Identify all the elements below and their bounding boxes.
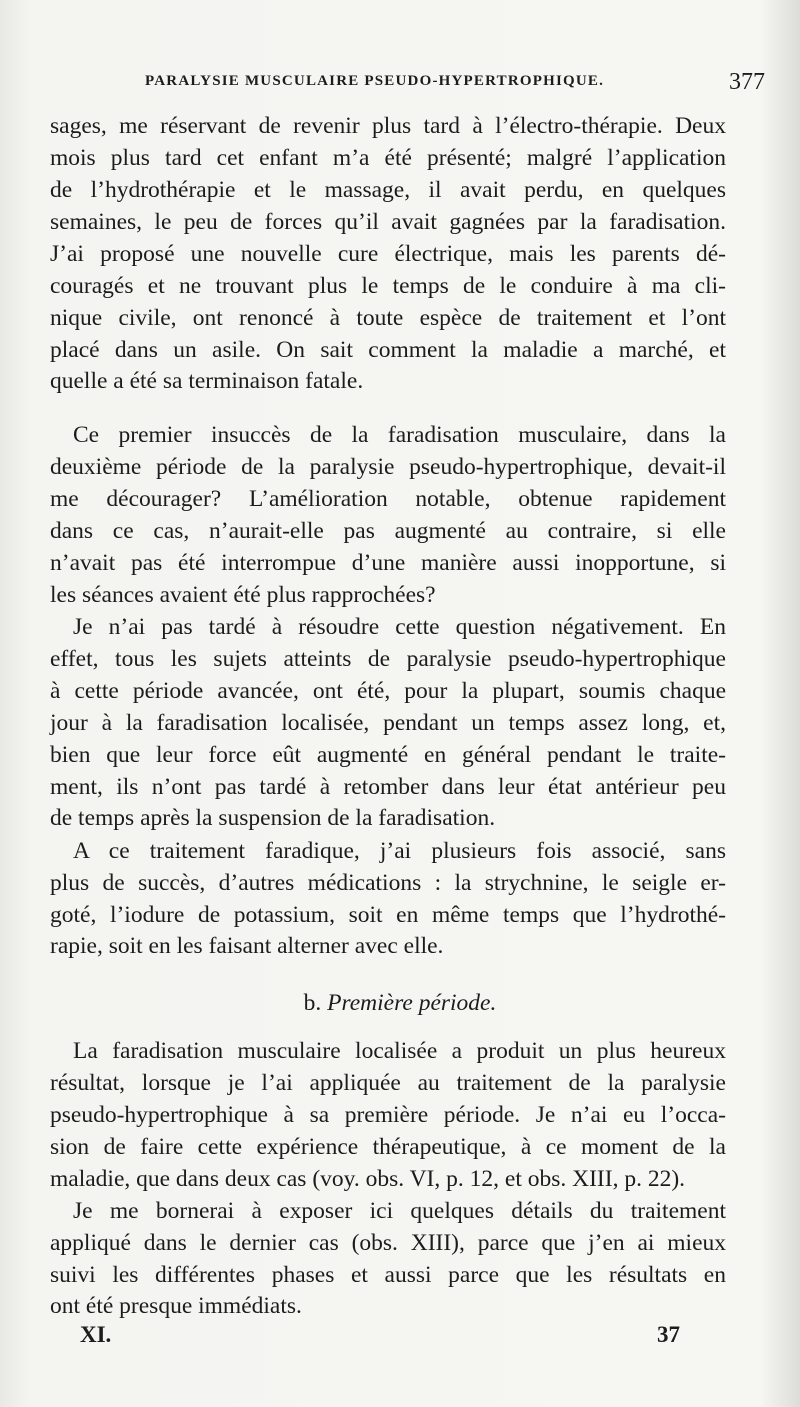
running-title: PARALYSIE MUSCULAIRE PSEUDO-HYPERTROPHIQUE. bbox=[145, 73, 605, 89]
text-line: deuxième période de la paralysie pseudo-hypertrophique, devait-il bbox=[50, 454, 726, 480]
text-line: nique civile, ont renoncé à toute espèce de traitement et l’ont bbox=[50, 305, 726, 331]
text-line: semaines, le peu de forces qu’il avait gagnées par la faradisation. bbox=[50, 209, 726, 235]
text-line: de l’hydrothérapie et le massage, il avait perdu, en quelques bbox=[50, 177, 726, 203]
text-line: plus de succès, d’autres médications : la strychnine, le seigle er- bbox=[50, 870, 726, 896]
signature-mark: XI. bbox=[80, 1322, 112, 1347]
text-line: appliqué dans le dernier cas (obs. XIII), parce que j’en ai mieux bbox=[50, 1230, 726, 1256]
text-line: jour à la faradisation localisée, pendant un temps assez long, et, bbox=[50, 710, 726, 736]
text-line: maladie, que dans deux cas (voy. obs. VI, p. 12, et obs. XIII, p. 22). bbox=[50, 1166, 686, 1192]
text-line: n’avait pas été interrompue d’une manière aussi inopportune, si bbox=[50, 550, 726, 576]
text-line: de temps après la suspension de la faradisation. bbox=[50, 805, 496, 831]
text-line: Je n’ai pas tardé à résoudre cette question négativement. En bbox=[73, 614, 726, 640]
sheet-number: 37 bbox=[657, 1322, 680, 1347]
text-line: quelle a été sa terminaison fatale. bbox=[50, 368, 364, 394]
text-line: me décourager? L’amélioration notable, obtenue rapidement bbox=[50, 486, 726, 512]
text-line: La faradisation musculaire localisée a produit un plus heureux bbox=[73, 1038, 726, 1064]
section-heading bbox=[0, 988, 800, 1018]
text-line: J’ai proposé une nouvelle cure électrique, mais les parents dé- bbox=[50, 241, 726, 267]
text-line: ont été presque immédiats. bbox=[50, 1293, 302, 1319]
text-line: résultat, lorsque je l’ai appliquée au traitement de la paralysie bbox=[50, 1070, 726, 1096]
text-line: pseudo-hypertrophique à sa première période. Je n’ai eu l’occa- bbox=[50, 1102, 726, 1128]
text-line: A ce traitement faradique, j’ai plusieurs fois associé, sans bbox=[73, 838, 726, 864]
text-line: suivi les différentes phases et aussi parce que les résultats en bbox=[50, 1262, 726, 1288]
text-line: à cette période avancée, ont été, pour la plupart, soumis chaque bbox=[50, 678, 726, 704]
text-line: sages, me réservant de revenir plus tard à l’électro-thérapie. Deux bbox=[50, 113, 726, 139]
running-header bbox=[145, 69, 765, 97]
text-line: goté, l’iodure de potassium, soit en même temps que l’hydrothé- bbox=[50, 902, 726, 928]
text-line: dans ce cas, n’aurait-elle pas augmenté au contraire, si elle bbox=[50, 518, 726, 544]
text-line: sion de faire cette expérience thérapeutique, à ce moment de la bbox=[50, 1134, 726, 1160]
text-line: rapie, soit en les faisant alterner avec elle. bbox=[50, 933, 444, 959]
section-letter: b. bbox=[303, 990, 322, 1016]
text-line: bien que leur force eût augmenté en général pendant le traite- bbox=[50, 742, 726, 768]
text-line: Ce premier insuccès de la faradisation musculaire, dans la bbox=[73, 422, 726, 448]
page-number: 377 bbox=[729, 69, 765, 95]
page-footer bbox=[80, 1322, 680, 1352]
text-line: placé dans un asile. On sait comment la maladie a marché, et bbox=[50, 337, 726, 363]
section-title: Première période. bbox=[327, 990, 497, 1016]
text-line: mois plus tard cet enfant m’a été présenté; malgré l’application bbox=[50, 145, 726, 171]
text-line: ment, ils n’ont pas tardé à retomber dans leur état antérieur peu bbox=[50, 774, 726, 800]
text-line: Je me bornerai à exposer ici quelques détails du traitement bbox=[73, 1198, 726, 1224]
text-line: les séances avaient été plus rapprochées? bbox=[50, 582, 436, 608]
text-line: effet, tous les sujets atteints de paralysie pseudo-hypertrophique bbox=[50, 646, 726, 672]
text-line: couragés et ne trouvant plus le temps de le conduire à ma cli- bbox=[50, 273, 726, 299]
